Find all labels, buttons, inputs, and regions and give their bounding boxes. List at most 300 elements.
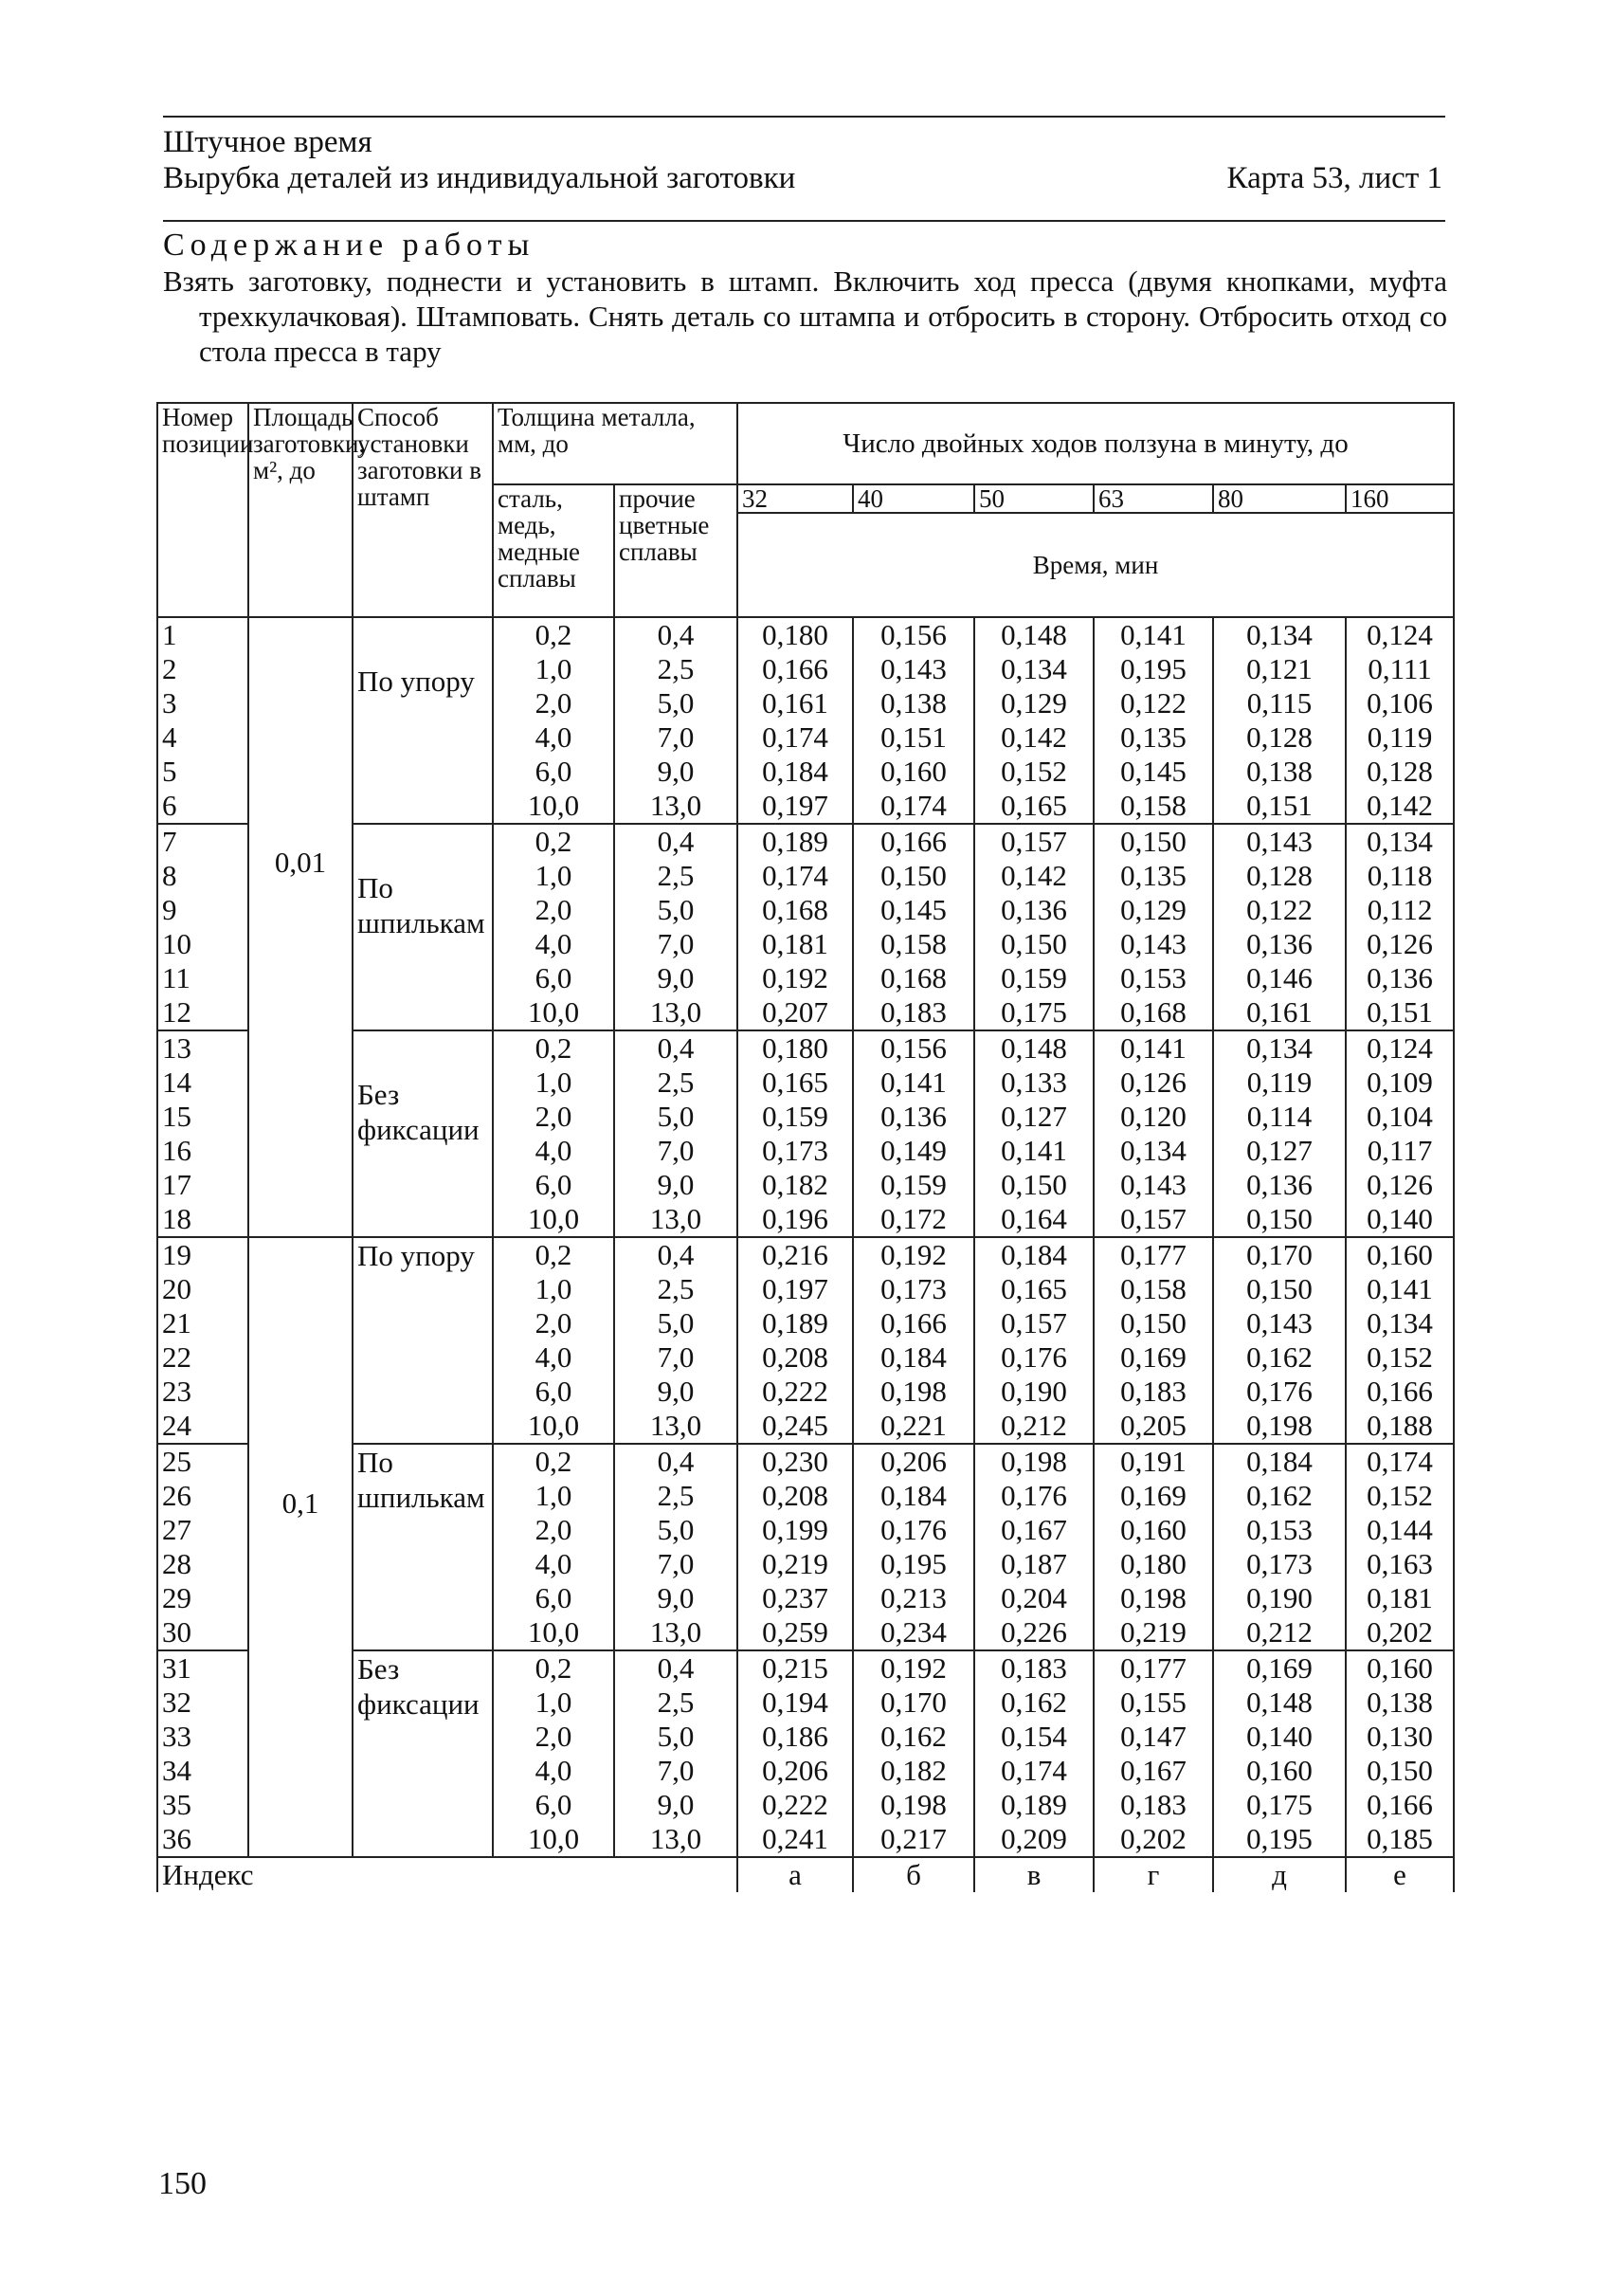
time-value: 0,195 <box>1213 1822 1346 1857</box>
time-value: 0,156 <box>853 617 974 652</box>
steel-thickness: 4,0 <box>493 1547 614 1581</box>
time-value: 0,176 <box>974 1340 1094 1375</box>
other-thickness: 7,0 <box>614 720 737 755</box>
header-thickness: Толщина металла, мм, до <box>493 403 737 484</box>
time-value: 0,157 <box>974 824 1094 859</box>
time-value: 0,153 <box>1213 1513 1346 1547</box>
position-number: 18 <box>157 1202 248 1237</box>
position-number: 8 <box>157 859 248 893</box>
time-value: 0,184 <box>974 1237 1094 1272</box>
steel-thickness: 1,0 <box>493 1479 614 1513</box>
time-value: 0,119 <box>1213 1066 1346 1100</box>
index-b: б <box>853 1857 974 1892</box>
other-thickness: 9,0 <box>614 1375 737 1409</box>
time-value: 0,120 <box>1094 1100 1213 1134</box>
position-number: 36 <box>157 1822 248 1857</box>
other-thickness: 2,5 <box>614 1066 737 1100</box>
time-value: 0,118 <box>1346 859 1454 893</box>
speed-32: 32 <box>737 484 853 513</box>
position-number: 17 <box>157 1168 248 1202</box>
other-thickness: 2,5 <box>614 1272 737 1306</box>
time-value: 0,196 <box>737 1202 853 1237</box>
time-value: 0,121 <box>1213 652 1346 686</box>
position-number: 7 <box>157 824 248 859</box>
time-value: 0,197 <box>737 789 853 824</box>
steel-thickness: 10,0 <box>493 789 614 824</box>
time-value: 0,174 <box>974 1754 1094 1788</box>
time-value: 0,122 <box>1094 686 1213 720</box>
other-thickness: 0,4 <box>614 1237 737 1272</box>
other-thickness: 0,4 <box>614 1650 737 1686</box>
time-value: 0,226 <box>974 1615 1094 1650</box>
steel-thickness: 1,0 <box>493 1272 614 1306</box>
time-value: 0,126 <box>1346 1168 1454 1202</box>
position-number: 2 <box>157 652 248 686</box>
page-number: 150 <box>158 2166 207 2201</box>
header-time: Время, мин <box>737 513 1454 617</box>
time-value: 0,192 <box>853 1650 974 1686</box>
time-value: 0,162 <box>1213 1479 1346 1513</box>
time-value: 0,183 <box>853 995 974 1030</box>
time-value: 0,230 <box>737 1444 853 1479</box>
time-value: 0,164 <box>974 1202 1094 1237</box>
steel-thickness: 10,0 <box>493 1822 614 1857</box>
time-value: 0,219 <box>737 1547 853 1581</box>
position-number: 23 <box>157 1375 248 1409</box>
time-value: 0,170 <box>1213 1237 1346 1272</box>
other-thickness: 5,0 <box>614 1720 737 1754</box>
other-thickness: 9,0 <box>614 961 737 995</box>
time-value: 0,199 <box>737 1513 853 1547</box>
time-value: 0,195 <box>853 1547 974 1581</box>
time-value: 0,136 <box>853 1100 974 1134</box>
steel-thickness: 2,0 <box>493 1306 614 1340</box>
time-value: 0,130 <box>1346 1720 1454 1754</box>
header-subtitle: Вырубка деталей из индивидуальной заготовки <box>163 161 796 195</box>
header-rule-top <box>163 116 1445 118</box>
time-value: 0,159 <box>737 1100 853 1134</box>
time-value: 0,128 <box>1213 859 1346 893</box>
header-title: Штучное время <box>163 125 372 159</box>
position-number: 15 <box>157 1100 248 1134</box>
steel-thickness: 6,0 <box>493 1581 614 1615</box>
position-number: 21 <box>157 1306 248 1340</box>
time-value: 0,177 <box>1094 1237 1213 1272</box>
position-number: 12 <box>157 995 248 1030</box>
position-number: 24 <box>157 1409 248 1444</box>
time-value: 0,198 <box>853 1375 974 1409</box>
steel-thickness: 10,0 <box>493 1409 614 1444</box>
time-value: 0,134 <box>1213 1030 1346 1066</box>
time-value: 0,150 <box>1346 1754 1454 1788</box>
time-value: 0,111 <box>1346 652 1454 686</box>
time-value: 0,129 <box>1094 893 1213 927</box>
index-v: в <box>974 1857 1094 1892</box>
time-value: 0,165 <box>737 1066 853 1100</box>
position-number: 5 <box>157 755 248 789</box>
time-value: 0,174 <box>1346 1444 1454 1479</box>
time-value: 0,128 <box>1213 720 1346 755</box>
card-number: Карта 53, лист 1 <box>1226 161 1442 195</box>
other-thickness: 0,4 <box>614 1030 737 1066</box>
position-number: 1 <box>157 617 248 652</box>
time-value: 0,150 <box>853 859 974 893</box>
time-value: 0,106 <box>1346 686 1454 720</box>
time-value: 0,202 <box>1094 1822 1213 1857</box>
steel-thickness: 4,0 <box>493 1134 614 1168</box>
time-value: 0,166 <box>1346 1375 1454 1409</box>
position-number: 31 <box>157 1650 248 1686</box>
speed-80: 80 <box>1213 484 1346 513</box>
header-other: прочие цветные сплавы <box>614 484 737 617</box>
time-value: 0,180 <box>737 617 853 652</box>
other-thickness: 5,0 <box>614 893 737 927</box>
time-value: 0,234 <box>853 1615 974 1650</box>
time-value: 0,148 <box>1213 1686 1346 1720</box>
speed-160: 160 <box>1346 484 1454 513</box>
time-value: 0,209 <box>974 1822 1094 1857</box>
time-value: 0,160 <box>1094 1513 1213 1547</box>
steel-thickness: 1,0 <box>493 859 614 893</box>
time-value: 0,162 <box>1213 1340 1346 1375</box>
time-value: 0,109 <box>1346 1066 1454 1100</box>
time-value: 0,114 <box>1213 1100 1346 1134</box>
time-value: 0,168 <box>737 893 853 927</box>
time-value: 0,237 <box>737 1581 853 1615</box>
table-row <box>157 1444 1454 1479</box>
index-row <box>157 1857 1454 1892</box>
time-value: 0,186 <box>737 1720 853 1754</box>
time-value: 0,140 <box>1213 1720 1346 1754</box>
speed-50: 50 <box>974 484 1094 513</box>
time-value: 0,212 <box>974 1409 1094 1444</box>
time-value: 0,173 <box>737 1134 853 1168</box>
time-value: 0,136 <box>1213 1168 1346 1202</box>
time-value: 0,198 <box>974 1444 1094 1479</box>
other-thickness: 9,0 <box>614 1581 737 1615</box>
time-value: 0,175 <box>1213 1788 1346 1822</box>
other-thickness: 0,4 <box>614 824 737 859</box>
time-value: 0,189 <box>974 1788 1094 1822</box>
time-value: 0,152 <box>1346 1340 1454 1375</box>
other-thickness: 5,0 <box>614 1513 737 1547</box>
position-number: 11 <box>157 961 248 995</box>
time-value: 0,165 <box>974 789 1094 824</box>
time-value: 0,170 <box>853 1686 974 1720</box>
time-value: 0,134 <box>974 652 1094 686</box>
time-value: 0,174 <box>853 789 974 824</box>
steel-thickness: 2,0 <box>493 686 614 720</box>
position-number: 19 <box>157 1237 248 1272</box>
position-number: 10 <box>157 927 248 961</box>
steel-thickness: 6,0 <box>493 1788 614 1822</box>
time-value: 0,195 <box>1094 652 1213 686</box>
time-value: 0,127 <box>1213 1134 1346 1168</box>
other-thickness: 9,0 <box>614 1168 737 1202</box>
position-number: 4 <box>157 720 248 755</box>
time-value: 0,198 <box>1213 1409 1346 1444</box>
area-cell <box>248 1237 353 1857</box>
time-value: 0,148 <box>974 617 1094 652</box>
time-value: 0,147 <box>1094 1720 1213 1754</box>
time-value: 0,151 <box>1346 995 1454 1030</box>
mounting-method: По шпилькам <box>353 824 493 1030</box>
time-value: 0,162 <box>974 1686 1094 1720</box>
steel-thickness: 0,2 <box>493 617 614 652</box>
time-value: 0,192 <box>853 1237 974 1272</box>
other-thickness: 2,5 <box>614 1686 737 1720</box>
time-value: 0,151 <box>1213 789 1346 824</box>
time-value: 0,166 <box>853 1306 974 1340</box>
time-value: 0,136 <box>1213 927 1346 961</box>
time-value: 0,166 <box>853 824 974 859</box>
time-value: 0,169 <box>1213 1650 1346 1686</box>
time-value: 0,177 <box>1094 1650 1213 1686</box>
time-value: 0,159 <box>853 1168 974 1202</box>
time-value: 0,143 <box>1094 927 1213 961</box>
position-number: 27 <box>157 1513 248 1547</box>
time-value: 0,117 <box>1346 1134 1454 1168</box>
time-value: 0,134 <box>1346 824 1454 859</box>
time-value: 0,183 <box>1094 1375 1213 1409</box>
time-value: 0,184 <box>737 755 853 789</box>
position-number: 26 <box>157 1479 248 1513</box>
time-value: 0,241 <box>737 1822 853 1857</box>
steel-thickness: 2,0 <box>493 1720 614 1754</box>
time-value: 0,150 <box>974 927 1094 961</box>
position-number: 32 <box>157 1686 248 1720</box>
other-thickness: 0,4 <box>614 1444 737 1479</box>
time-value: 0,183 <box>1094 1788 1213 1822</box>
time-value: 0,158 <box>1094 789 1213 824</box>
time-value: 0,187 <box>974 1547 1094 1581</box>
other-thickness: 9,0 <box>614 755 737 789</box>
time-value: 0,142 <box>974 720 1094 755</box>
time-value: 0,157 <box>1094 1202 1213 1237</box>
steel-thickness: 6,0 <box>493 755 614 789</box>
table-row <box>157 1237 1454 1272</box>
time-value: 0,188 <box>1346 1409 1454 1444</box>
time-value: 0,184 <box>853 1479 974 1513</box>
time-value: 0,192 <box>737 961 853 995</box>
other-thickness: 2,5 <box>614 859 737 893</box>
time-value: 0,168 <box>1094 995 1213 1030</box>
other-thickness: 13,0 <box>614 1409 737 1444</box>
position-number: 30 <box>157 1615 248 1650</box>
time-value: 0,189 <box>737 824 853 859</box>
time-value: 0,182 <box>853 1754 974 1788</box>
time-value: 0,189 <box>737 1306 853 1340</box>
time-value: 0,169 <box>1094 1479 1213 1513</box>
time-value: 0,142 <box>1346 789 1454 824</box>
time-value: 0,259 <box>737 1615 853 1650</box>
time-value: 0,127 <box>974 1100 1094 1134</box>
content-paragraph: Взять заготовку, поднести и установить в штамп. Включить ход пресса (двумя кнопками, муфта трехкулачковая). Штамповать. Снять деталь со штампа и отбросить в сторону. Отбросить отход со стола пресса в тару <box>163 264 1447 368</box>
time-value: 0,135 <box>1094 859 1213 893</box>
time-value: 0,213 <box>853 1581 974 1615</box>
time-value: 0,134 <box>1213 617 1346 652</box>
position-number: 6 <box>157 789 248 824</box>
other-thickness: 7,0 <box>614 1340 737 1375</box>
content-text <box>163 264 1447 369</box>
table-row <box>157 1030 1454 1066</box>
time-value: 0,128 <box>1346 755 1454 789</box>
time-value: 0,136 <box>1346 961 1454 995</box>
other-thickness: 7,0 <box>614 1547 737 1581</box>
time-value: 0,206 <box>737 1754 853 1788</box>
time-value: 0,159 <box>974 961 1094 995</box>
steel-thickness: 4,0 <box>493 927 614 961</box>
steel-thickness: 4,0 <box>493 720 614 755</box>
time-value: 0,161 <box>1213 995 1346 1030</box>
time-value: 0,165 <box>974 1272 1094 1306</box>
time-value: 0,167 <box>974 1513 1094 1547</box>
other-thickness: 13,0 <box>614 789 737 824</box>
time-value: 0,208 <box>737 1340 853 1375</box>
time-value: 0,206 <box>853 1444 974 1479</box>
time-value: 0,133 <box>974 1066 1094 1100</box>
index-label: Индекс <box>157 1857 737 1892</box>
steel-thickness: 0,2 <box>493 1030 614 1066</box>
speed-40: 40 <box>853 484 974 513</box>
time-value: 0,157 <box>974 1306 1094 1340</box>
index-e: е <box>1346 1857 1454 1892</box>
time-value: 0,205 <box>1094 1409 1213 1444</box>
steel-thickness: 10,0 <box>493 995 614 1030</box>
time-value: 0,180 <box>1094 1547 1213 1581</box>
steel-thickness: 0,2 <box>493 824 614 859</box>
time-value: 0,150 <box>974 1168 1094 1202</box>
time-value: 0,182 <box>737 1168 853 1202</box>
steel-thickness: 6,0 <box>493 1375 614 1409</box>
time-value: 0,152 <box>1346 1479 1454 1513</box>
time-value: 0,126 <box>1346 927 1454 961</box>
other-thickness: 0,4 <box>614 617 737 652</box>
time-value: 0,145 <box>1094 755 1213 789</box>
time-value: 0,141 <box>853 1066 974 1100</box>
header-steel: сталь, медь, медные сплавы <box>493 484 614 617</box>
steel-thickness: 1,0 <box>493 652 614 686</box>
steel-thickness: 4,0 <box>493 1754 614 1788</box>
time-value: 0,140 <box>1346 1202 1454 1237</box>
position-number: 13 <box>157 1030 248 1066</box>
time-value: 0,135 <box>1094 720 1213 755</box>
time-value: 0,160 <box>1213 1754 1346 1788</box>
time-value: 0,160 <box>1346 1237 1454 1272</box>
time-value: 0,142 <box>974 859 1094 893</box>
other-thickness: 13,0 <box>614 1202 737 1237</box>
time-value: 0,158 <box>853 927 974 961</box>
time-value: 0,141 <box>974 1134 1094 1168</box>
mounting-method: Без фиксации <box>353 1030 493 1237</box>
time-value: 0,160 <box>1346 1650 1454 1686</box>
time-value: 0,215 <box>737 1650 853 1686</box>
time-value: 0,166 <box>1346 1788 1454 1822</box>
time-value: 0,173 <box>853 1272 974 1306</box>
steel-thickness: 0,2 <box>493 1444 614 1479</box>
area-value: 0,1 <box>281 1486 319 1520</box>
time-value: 0,104 <box>1346 1100 1454 1134</box>
time-value: 0,183 <box>974 1650 1094 1686</box>
time-value: 0,138 <box>1346 1686 1454 1720</box>
time-value: 0,156 <box>853 1030 974 1066</box>
time-value: 0,150 <box>1094 824 1213 859</box>
time-table <box>156 402 1455 1892</box>
header-method: Способ установки заготовки в штамп <box>353 403 493 617</box>
position-number: 14 <box>157 1066 248 1100</box>
steel-thickness: 10,0 <box>493 1202 614 1237</box>
time-value: 0,168 <box>853 961 974 995</box>
time-value: 0,138 <box>1213 755 1346 789</box>
time-value: 0,175 <box>974 995 1094 1030</box>
time-value: 0,217 <box>853 1822 974 1857</box>
time-value: 0,126 <box>1094 1066 1213 1100</box>
time-value: 0,219 <box>1094 1615 1213 1650</box>
other-thickness: 7,0 <box>614 1134 737 1168</box>
time-value: 0,136 <box>974 893 1094 927</box>
time-value: 0,208 <box>737 1479 853 1513</box>
other-thickness: 13,0 <box>614 995 737 1030</box>
time-value: 0,194 <box>737 1686 853 1720</box>
time-value: 0,184 <box>853 1340 974 1375</box>
time-value: 0,173 <box>1213 1547 1346 1581</box>
time-value: 0,222 <box>737 1788 853 1822</box>
steel-thickness: 2,0 <box>493 1513 614 1547</box>
table-body <box>157 617 1454 1857</box>
time-value: 0,138 <box>853 686 974 720</box>
time-value: 0,207 <box>737 995 853 1030</box>
time-value: 0,185 <box>1346 1822 1454 1857</box>
position-number: 29 <box>157 1581 248 1615</box>
time-value: 0,198 <box>853 1788 974 1822</box>
time-value: 0,146 <box>1213 961 1346 995</box>
time-value: 0,162 <box>853 1720 974 1754</box>
other-thickness: 7,0 <box>614 927 737 961</box>
time-value: 0,161 <box>737 686 853 720</box>
time-value: 0,190 <box>1213 1581 1346 1615</box>
time-value: 0,141 <box>1094 1030 1213 1066</box>
time-value: 0,167 <box>1094 1754 1213 1788</box>
time-value: 0,115 <box>1213 686 1346 720</box>
index-a: а <box>737 1857 853 1892</box>
time-value: 0,216 <box>737 1237 853 1272</box>
other-thickness: 2,5 <box>614 1479 737 1513</box>
time-value: 0,176 <box>1213 1375 1346 1409</box>
position-number: 34 <box>157 1754 248 1788</box>
position-number: 25 <box>157 1444 248 1479</box>
steel-thickness: 0,2 <box>493 1237 614 1272</box>
time-value: 0,166 <box>737 652 853 686</box>
time-value: 0,143 <box>1094 1168 1213 1202</box>
table-row <box>157 1650 1454 1686</box>
steel-thickness: 6,0 <box>493 961 614 995</box>
time-value: 0,163 <box>1346 1547 1454 1581</box>
time-value: 0,143 <box>1213 824 1346 859</box>
other-thickness: 13,0 <box>614 1615 737 1650</box>
header-area: Площадь заготовки, м², до <box>248 403 353 617</box>
steel-thickness: 2,0 <box>493 1100 614 1134</box>
mounting-method: По шпилькам <box>353 1444 493 1650</box>
other-thickness: 2,5 <box>614 652 737 686</box>
position-number: 33 <box>157 1720 248 1754</box>
header-rule-bottom <box>163 220 1445 222</box>
time-value: 0,134 <box>1346 1306 1454 1340</box>
steel-thickness: 1,0 <box>493 1066 614 1100</box>
time-value: 0,190 <box>974 1375 1094 1409</box>
time-value: 0,144 <box>1346 1513 1454 1547</box>
time-value: 0,124 <box>1346 617 1454 652</box>
time-value: 0,141 <box>1346 1272 1454 1306</box>
